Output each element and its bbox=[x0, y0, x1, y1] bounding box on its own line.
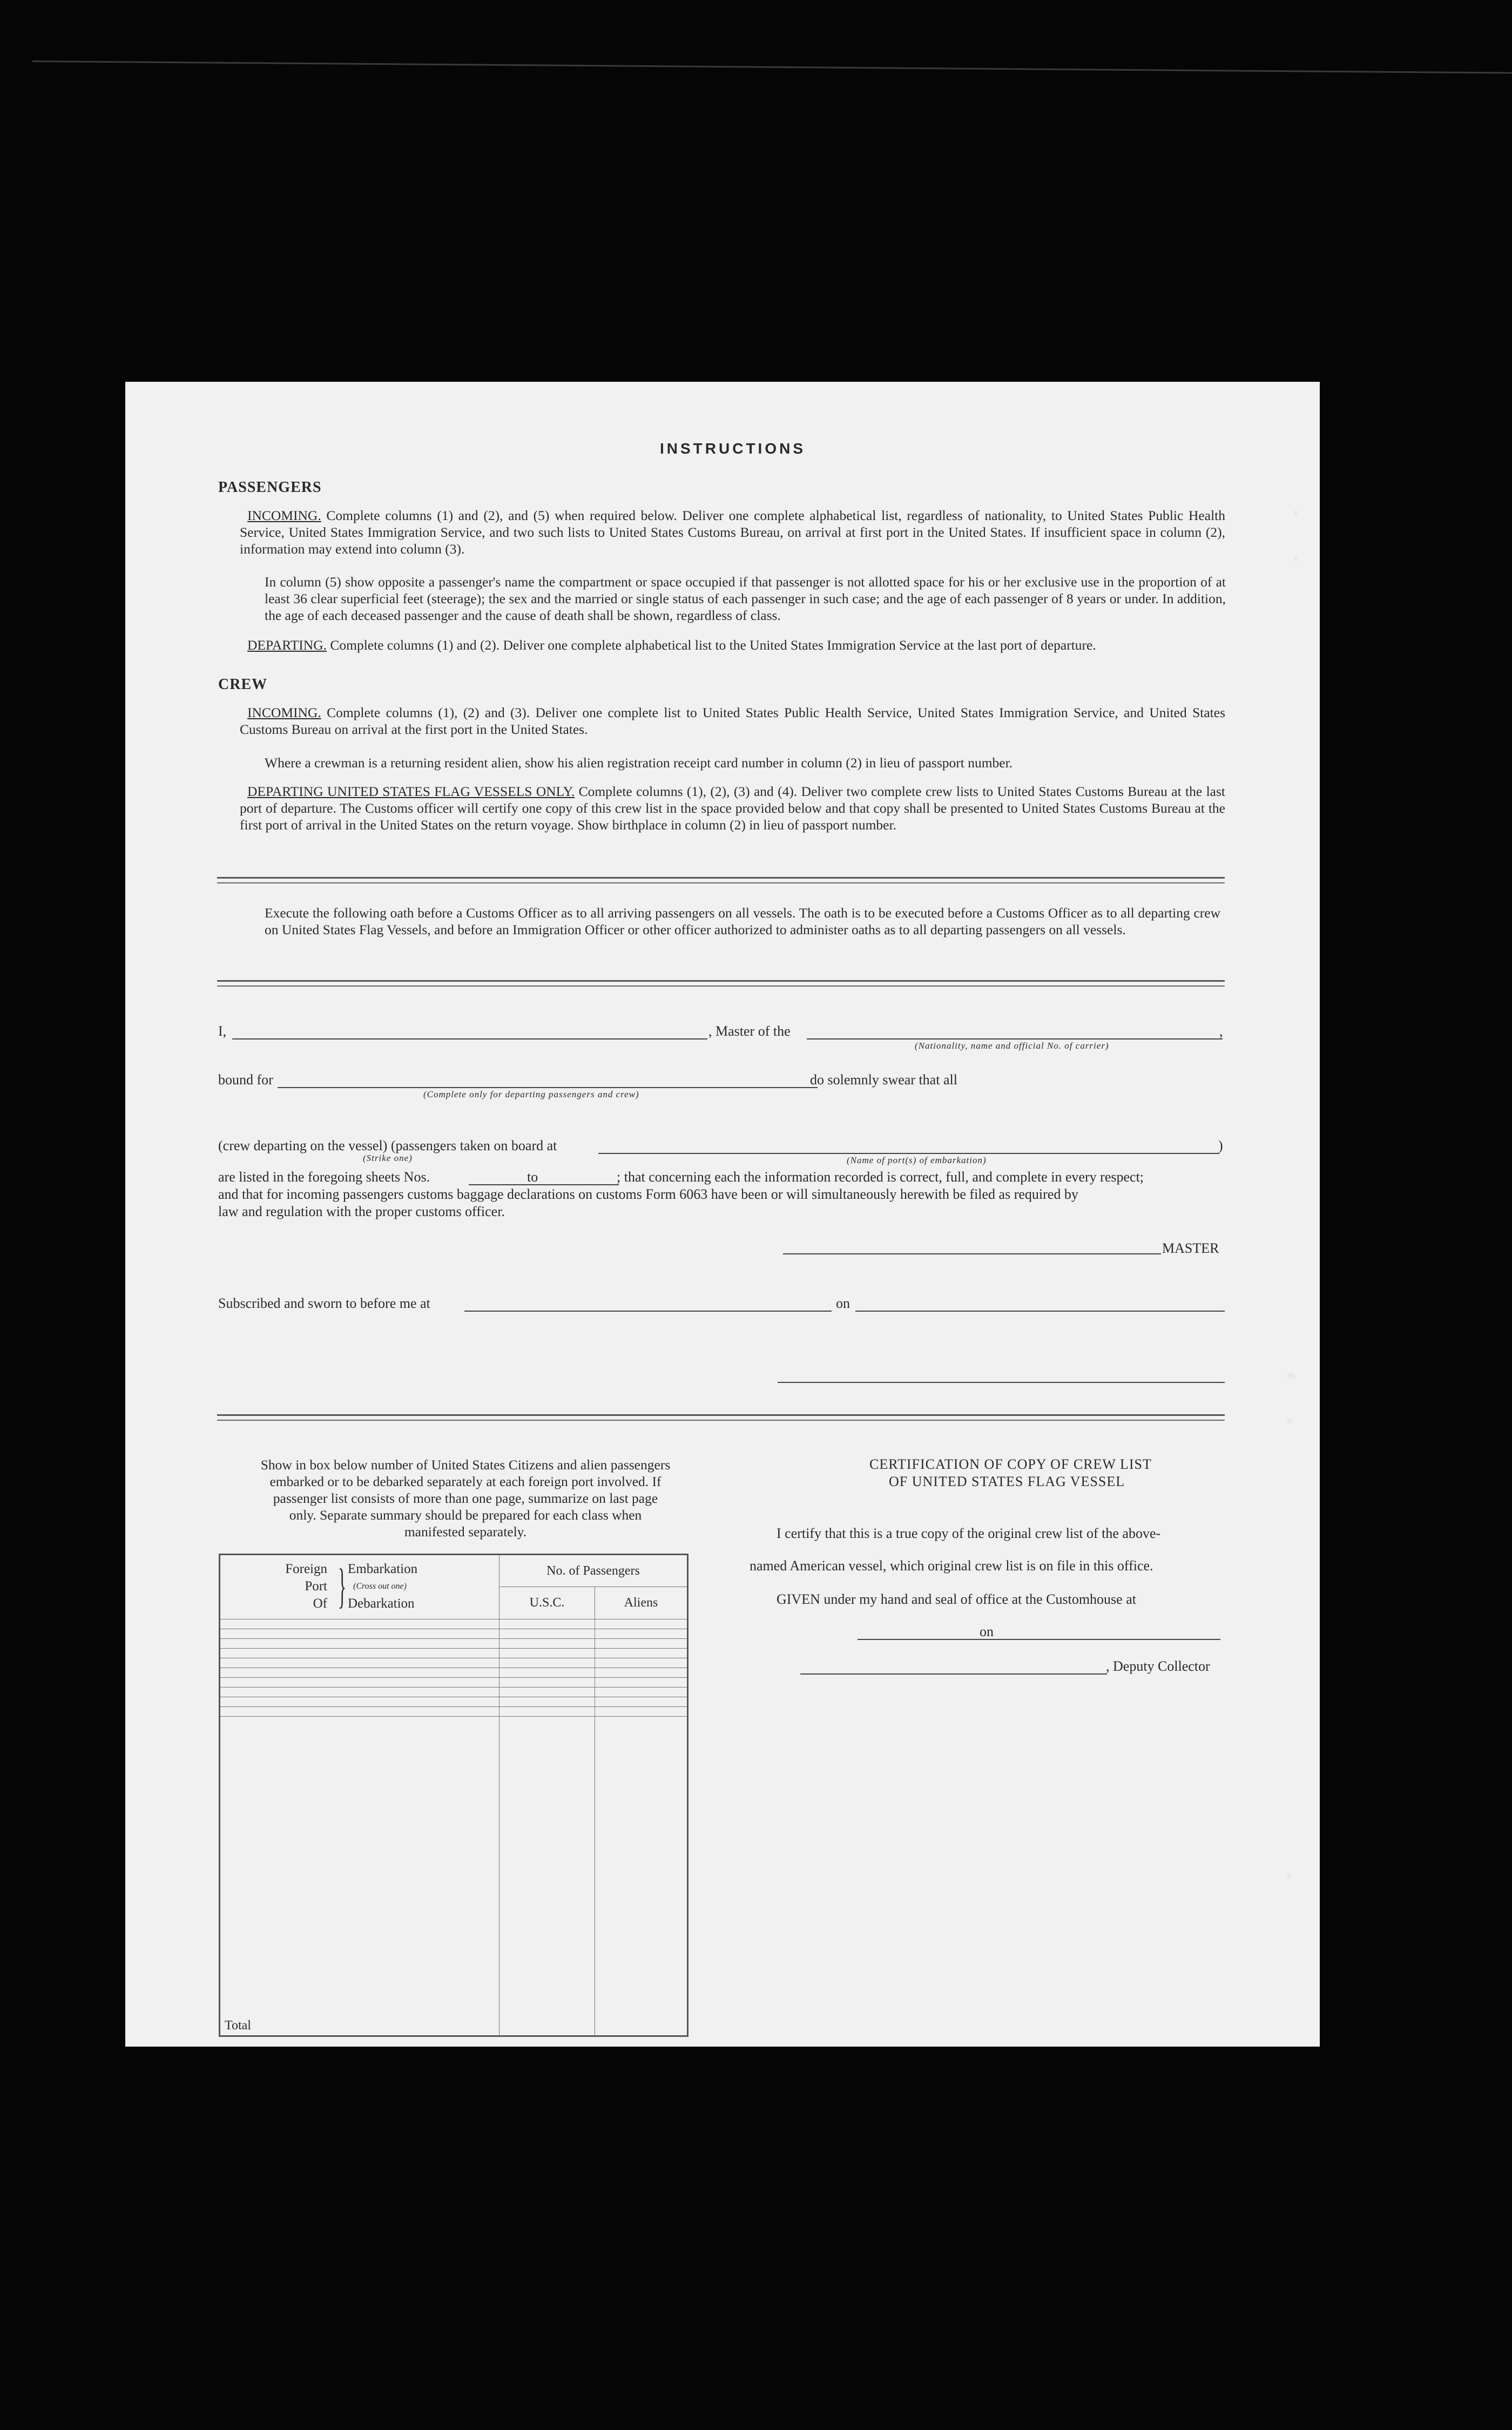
certification-title-1: CERTIFICATION OF COPY OF CREW LIST bbox=[869, 1456, 1152, 1472]
table-row bbox=[220, 1668, 688, 1677]
total-aliens-cell[interactable] bbox=[595, 1716, 688, 2036]
strike-one-hint: (Strike one) bbox=[363, 1153, 413, 1163]
regulation-text: law and regulation with the proper customs officer. bbox=[218, 1204, 505, 1219]
section-divider bbox=[217, 980, 1225, 987]
port-label: Port bbox=[305, 1579, 327, 1594]
summary-instruction: Show in box below number of United States Citizens and alien passengers embarked or to be debarked separately at each foreign port involved. If passenger list consists of more than one page, summarize on last page only. Separate summary should be prepared for each class when manifested separately. bbox=[260, 1457, 671, 1540]
given-label: GIVEN under my hand and seal of office at the Customhouse at bbox=[777, 1591, 1136, 1607]
returning-resident-paragraph: Where a crewman is a returning resident alien, show his alien registration receipt card number in column (2) in lieu of passport number. bbox=[265, 755, 1013, 771]
listed-in-label: are listed in the foregoing sheets Nos. bbox=[218, 1169, 430, 1185]
scan-speck bbox=[1287, 1419, 1292, 1423]
concerning-text: ; that concerning each the information recorded is correct, full, and complete in every respect; bbox=[617, 1169, 1144, 1185]
debarkation-label: Debarkation bbox=[348, 1596, 415, 1611]
crew-departing-label: DEPARTING UNITED STATES FLAG VESSELS ONLY. bbox=[247, 784, 575, 799]
carrier-hint: (Nationality, name and official No. of carrier) bbox=[915, 1041, 1109, 1051]
sheet-to-field[interactable] bbox=[550, 1184, 619, 1185]
departing-label: DEPARTING. bbox=[247, 637, 327, 653]
certify-line-1: I certify that this is a true copy of the original crew list of the above- bbox=[777, 1526, 1161, 1541]
brace: } bbox=[338, 1560, 347, 1613]
section-divider bbox=[217, 1414, 1225, 1421]
aliens-header: Aliens bbox=[595, 1587, 688, 1619]
embarkation-label: Embarkation bbox=[348, 1562, 418, 1576]
total-label: Total bbox=[220, 1716, 500, 2036]
table-row bbox=[220, 1629, 688, 1638]
bound-for-field[interactable] bbox=[278, 1087, 818, 1088]
crew-incoming-text: Complete columns (1), (2) and (3). Deliver one complete list to United States Public Health Service, United States Immigration Service, and United States Customs Bureau on arrival at the first port in the United States. bbox=[240, 705, 1225, 737]
master-of-the-label: , Master of the bbox=[708, 1023, 791, 1039]
table-row bbox=[220, 1648, 688, 1658]
master-name-field[interactable] bbox=[232, 1038, 707, 1040]
passengers-heading: PASSENGERS bbox=[218, 479, 322, 496]
master-signature-field[interactable] bbox=[783, 1253, 1161, 1254]
table-row bbox=[220, 1677, 688, 1687]
scan-speck bbox=[1294, 556, 1297, 561]
swear-label: do solemnly swear that all bbox=[810, 1072, 957, 1088]
subscribed-label: Subscribed and sworn to before me at bbox=[218, 1295, 430, 1311]
embarkation-ports-field[interactable] bbox=[598, 1153, 1219, 1154]
table-row bbox=[220, 1658, 688, 1668]
no-of-passengers-header: No. of Passengers bbox=[500, 1555, 688, 1587]
oath-instruction-paragraph: Execute the following oath before a Customs Officer as to all arriving passengers on all vessels. The oath is to be executed before a Customs Officer as to all departing crew on United States Flag Vessels, and before an Immigration Officer or other officer authorized to administer oaths as to all departing passengers on all vessels. bbox=[265, 905, 1220, 937]
bound-for-hint: (Complete only for departing passengers and crew) bbox=[423, 1089, 639, 1099]
column5-paragraph: In column (5) show opposite a passenger's name the compartment or space occupied if that passenger is not allotted space for his or her exclusive use in the proportion of at least 36 clear superficial feet (steerage); the sex and the married or single status of each passenger in such case; and the age of each passenger of 8 years or under. In addition, the age of each deceased passenger and the cause of death shall be shown, regardless of class. bbox=[265, 574, 1226, 623]
comma: , bbox=[1219, 1023, 1223, 1039]
crew-departing-text: Complete columns (1), (2), (3) and (4). Deliver two complete crew lists to United States Customs Bureau at the last port of departure. The Customs officer will certify one copy of this crew list in the space provided below and that copy shall be presented to United States Customs Bureau at the first port of arrival in the United States on the return voyage. Show birthplace in column (2) in lieu of passport number. bbox=[240, 784, 1225, 833]
certify-line-2: named American vessel, which original crew list is on file in this office. bbox=[750, 1558, 1153, 1574]
cross-out-hint: (Cross out one) bbox=[353, 1582, 407, 1591]
crew-departing-paragraph bbox=[240, 783, 1225, 833]
certification-title-2: OF UNITED STATES FLAG VESSEL bbox=[889, 1474, 1125, 1489]
scan-speck bbox=[1287, 1874, 1291, 1879]
ports-hint: (Name of port(s) of embarkation) bbox=[847, 1155, 987, 1165]
oath-i-label: I, bbox=[218, 1023, 227, 1039]
total-row bbox=[220, 1716, 688, 2036]
deputy-collector-label: , Deputy Collector bbox=[1106, 1658, 1210, 1674]
passenger-summary-table bbox=[219, 1554, 688, 2037]
on-label: on bbox=[836, 1295, 850, 1311]
foreign-label: Foreign bbox=[285, 1562, 327, 1576]
instructions-title: INSTRUCTIONS bbox=[660, 440, 806, 457]
section-divider bbox=[217, 877, 1225, 883]
table-row bbox=[220, 1687, 688, 1697]
table-row bbox=[220, 1697, 688, 1706]
of-label: Of bbox=[313, 1596, 327, 1611]
sworn-date-field[interactable] bbox=[855, 1311, 1225, 1312]
incoming-text: Complete columns (1) and (2), and (5) when required below. Deliver one complete alphabetical list, regardless of nationality, to United States Public Health Service, United States Immigration Service, and two such lists to United States Customs Bureau, on arrival at first port in the United States. If insufficient space in column (2), information may extend into column (3). bbox=[240, 508, 1225, 557]
table-row bbox=[220, 1706, 688, 1716]
usc-header: U.S.C. bbox=[500, 1587, 595, 1619]
scan-speck bbox=[1287, 1373, 1295, 1378]
sworn-place-field[interactable] bbox=[464, 1311, 832, 1312]
cert-date-field[interactable] bbox=[1002, 1639, 1220, 1640]
table-row bbox=[220, 1638, 688, 1648]
crew-incoming-paragraph bbox=[240, 704, 1225, 738]
crew-heading: CREW bbox=[218, 676, 268, 693]
master-label: MASTER bbox=[1162, 1240, 1219, 1256]
close-paren: ) bbox=[1218, 1138, 1223, 1153]
carrier-field[interactable] bbox=[807, 1038, 1223, 1040]
crew-incoming-label: INCOMING. bbox=[247, 705, 321, 720]
scan-edge-line bbox=[32, 60, 1512, 74]
departing-text: Complete columns (1) and (2). Deliver one complete alphabetical list to the United States Immigration Service at the last port of departure. bbox=[330, 637, 1096, 653]
officer-signature-field[interactable] bbox=[778, 1382, 1225, 1383]
passengers-departing-paragraph bbox=[240, 637, 1225, 653]
passengers-incoming-paragraph bbox=[240, 507, 1225, 557]
deputy-signature-field[interactable] bbox=[800, 1673, 1107, 1675]
incoming-label: INCOMING. bbox=[247, 508, 321, 523]
total-usc-cell[interactable] bbox=[500, 1716, 595, 2036]
baggage-text: and that for incoming passengers customs baggage declarations on customs Form 6063 have been or will simultaneously herewith be filed as required by bbox=[218, 1186, 1078, 1202]
cert-on-label: on bbox=[980, 1624, 994, 1639]
crew-departing-label-oath: (crew departing on the vessel) (passengers taken on board at bbox=[218, 1138, 557, 1153]
bound-for-label: bound for bbox=[218, 1072, 273, 1088]
table-row bbox=[220, 1619, 688, 1629]
form-page bbox=[125, 382, 1320, 2047]
scan-speck bbox=[1294, 511, 1297, 516]
to-label: to bbox=[527, 1169, 538, 1185]
port-header-cell bbox=[220, 1555, 500, 1619]
